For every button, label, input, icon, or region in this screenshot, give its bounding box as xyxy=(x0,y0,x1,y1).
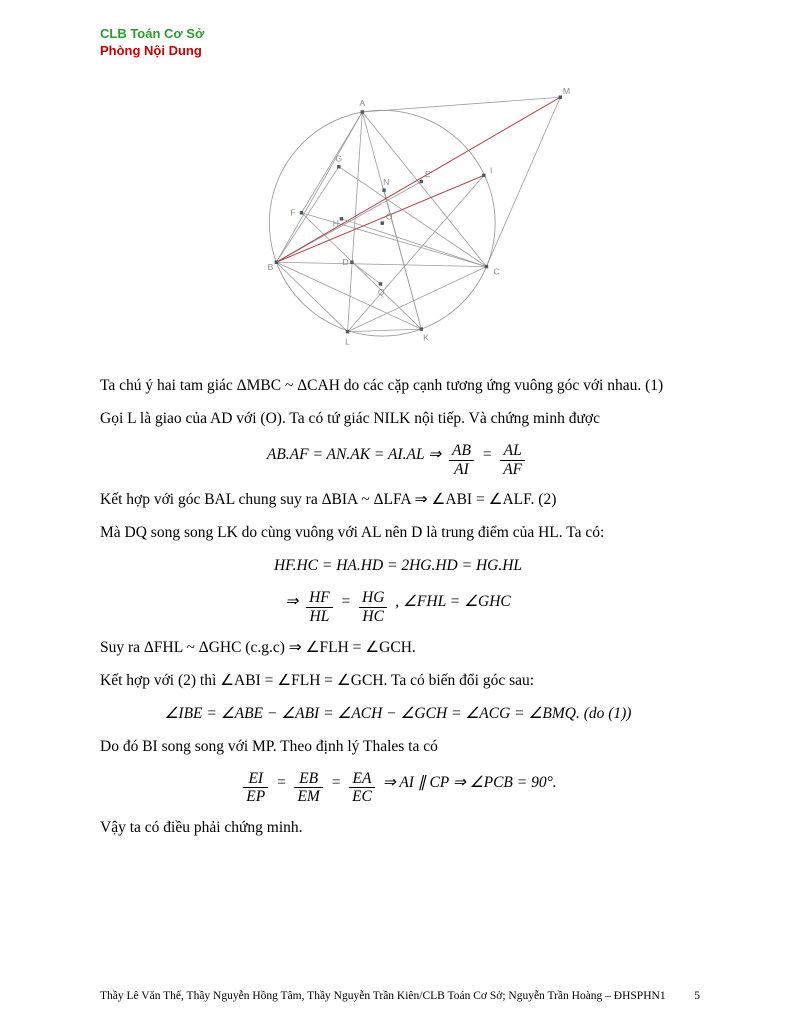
fraction-numerator: EI xyxy=(243,770,268,789)
fraction xyxy=(359,589,387,626)
svg-text:G: G xyxy=(335,153,343,164)
footer-credits: Thầy Lê Văn Thế, Thầy Nguyễn Hồng Tâm, Thầy Nguyễn Trần Kiên/CLB Toán Cơ Sở; Nguyễn Trần Hoàng – ĐHSPHN1 xyxy=(100,990,666,1002)
formula-text: ⇒ xyxy=(285,593,299,611)
formula-text: = xyxy=(330,773,342,791)
fraction-denominator: AI xyxy=(454,460,469,478)
fraction xyxy=(243,770,268,807)
paragraph-5: Suy ra ΔFHL ~ ΔGHC (c.g.c) ⇒ ∠FLH = ∠GCH. xyxy=(100,638,416,656)
fraction-denominator: AF xyxy=(503,460,523,478)
formula-text: = xyxy=(481,445,493,463)
page-number: 5 xyxy=(694,990,700,1002)
paragraph-8: Vậy ta có điều phải chứng minh. xyxy=(100,819,303,837)
fraction-numerator: HG xyxy=(359,589,387,608)
formula-line-2 xyxy=(100,556,696,577)
formula-text: , ∠FHL = ∠GHC xyxy=(395,593,511,611)
fraction-numerator: EB xyxy=(294,770,322,789)
paragraph-3: Kết hợp với góc BAL chung suy ra ΔBIA ~ ΔLFA ⇒ ∠ABI = ∠ALF. (2) xyxy=(100,491,557,509)
svg-text:N: N xyxy=(383,176,390,187)
svg-text:L: L xyxy=(345,336,350,347)
fraction xyxy=(306,589,333,626)
fraction-numerator: AB xyxy=(449,442,474,461)
svg-text:K: K xyxy=(423,332,429,343)
fraction-denominator: EC xyxy=(352,788,372,806)
fraction xyxy=(500,442,525,479)
formula-line-5 xyxy=(100,770,696,807)
fraction-denominator: HL xyxy=(309,608,330,626)
paragraph-6: Kết hợp với (2) thì ∠ABI = ∠FLH = ∠GCH. Ta có biến đổi góc sau: xyxy=(100,671,535,689)
fraction xyxy=(349,770,375,807)
formula-text: = xyxy=(340,593,352,611)
svg-text:M: M xyxy=(562,85,571,96)
formula-text: HF.HC = HA.HD = 2HG.HD = HG.HL xyxy=(273,557,523,575)
svg-text:Q: Q xyxy=(377,287,385,298)
svg-text:O: O xyxy=(385,211,393,222)
svg-text:C: C xyxy=(493,266,500,277)
header xyxy=(100,26,204,60)
dept-title: Phòng Nội Dung xyxy=(100,42,202,58)
paragraph-2: Gọi L là giao của AD với (O). Ta có tứ giác NILK nội tiếp. Và chứng minh được xyxy=(100,409,600,427)
footer xyxy=(100,990,700,1002)
fraction xyxy=(294,770,322,807)
svg-text:F: F xyxy=(290,207,296,218)
svg-text:I: I xyxy=(489,165,493,176)
org-title: CLB Toán Cơ Sở xyxy=(100,26,205,41)
geometry-figure xyxy=(252,84,582,371)
fraction-numerator: AL xyxy=(500,442,525,461)
solution-text xyxy=(100,376,696,851)
formula-line-4 xyxy=(100,704,696,725)
fraction-denominator: EP xyxy=(246,788,266,806)
formula-line-1 xyxy=(100,442,696,479)
fraction-numerator: HF xyxy=(306,589,333,608)
formula-text: AB.AF = AN.AK = AI.AL ⇒ xyxy=(266,445,442,463)
svg-text:B: B xyxy=(267,262,274,273)
formula-line-3 xyxy=(100,589,696,626)
paragraph-4: Mà DQ song song LK do cùng vuông với AL nên D là trung điểm của HL. Ta có: xyxy=(100,524,605,542)
fraction-denominator: EM xyxy=(297,788,320,806)
formula-text: ⇒ AI ∥ CP ⇒ ∠PCB = 90°. xyxy=(382,773,557,791)
paragraph-7: Do đó BI song song với MP. Theo định lý Thales ta có xyxy=(100,737,438,755)
geometry-diagram-svg xyxy=(252,84,582,371)
svg-text:H: H xyxy=(332,218,340,229)
formula-text: ∠IBE = ∠ABE − ∠ABI = ∠ACH − ∠GCH = ∠ACG = ∠BMQ. (do (1)) xyxy=(164,704,632,722)
formula-text: = xyxy=(276,773,287,791)
svg-text:A: A xyxy=(359,97,366,108)
svg-text:E: E xyxy=(424,169,431,180)
svg-text:D: D xyxy=(342,256,349,267)
fraction-numerator: EA xyxy=(349,770,375,789)
fraction-denominator: HC xyxy=(362,608,384,626)
paragraph-1: Ta chú ý hai tam giác ΔMBC ~ ΔCAH do các cặp cạnh tương ứng vuông góc với nhau. (1) xyxy=(100,377,664,394)
fraction xyxy=(449,442,474,479)
